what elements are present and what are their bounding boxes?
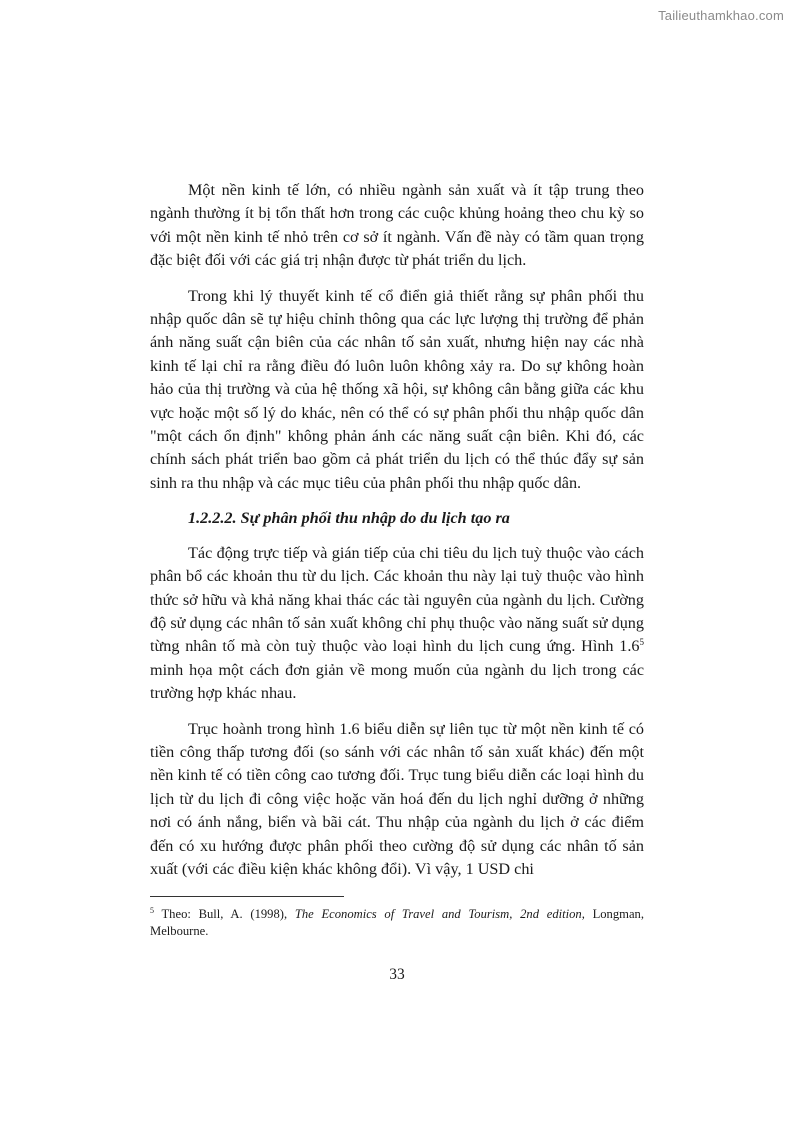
paragraph-2: Trong khi lý thuyết kinh tế cổ điển giả thiết rằng sự phân phối thu nhập quốc dân sẽ tự hiệu chỉnh thông qua các lực lượng thị trường để phản ánh năng suất cận biên của các nhân tố sản xuất, nhưng hiện nay các nhà kinh tế lại chỉ ra rằng điều đó luôn luôn không xảy ra. Do sự không hoàn hảo của thị trường và của hệ thống xã hội, sự không cân bằng giữa các khu vực hoặc một số lý do khác, nên có thể có sự phân phối thu nhập quốc dân "một cách ổn định" không phản ánh các năng suất cận biên. Khi đó, các chính sách phát triển bao gồm cả phát triển du lịch có thể thúc đẩy sự sản sinh ra thu nhập và các mục tiêu của phân phối thu nhập quốc dân. xyxy=(150,286,644,492)
footnote-book-title: The Economics of Travel and Tourism, 2nd edition, xyxy=(294,907,585,921)
page-body xyxy=(150,179,644,893)
page-number: 33 xyxy=(389,966,405,983)
footnote-marker: 5 xyxy=(150,906,154,915)
paragraph-1: Một nền kinh tế lớn, có nhiều ngành sản xuất và ít tập trung theo ngành thường ít bị tổn thất hơn trong các cuộc khủng hoảng theo chu kỳ so với một nền kinh tế nhỏ trên cơ sở ít ngành. Vấn đề này có tầm quan trọng đặc biệt đối với các giá trị nhận được từ phát triển du lịch. xyxy=(150,181,644,270)
section-heading: 1.2.2.2. Sự phân phối thu nhập do du lịch tạo ra xyxy=(188,509,510,528)
paragraph-4: Trục hoành trong hình 1.6 biểu diễn sự liên tục từ một nền kinh tế có tiền công thấp tương đối (so sánh với các nhân tố sản xuất khác) đến một nền kinh tế có tiền công cao tương đối. Trục tung biểu diễn các loại hình du lịch từ du lịch đi công việc hoặc văn hoá đến du lịch nghỉ dưỡng ở những nơi có ánh nắng, biển và bãi cát. Thu nhập của ngành du lịch ở các điểm đến có xu hướng được phân phối theo cường độ sử dụng các nhân tố sản xuất (với các điều kiện khác không đổi). Vì vậy, 1 USD chi xyxy=(150,719,644,878)
footnote-text-before: Theo: Bull, A. (1998), xyxy=(154,907,295,921)
footnote-text-after: Longman, Melbourne. xyxy=(150,907,644,938)
paragraph-3 xyxy=(150,542,644,706)
watermark: Tailieuthamkhao.com xyxy=(658,8,784,23)
paragraph-3-text-before: Tác động trực tiếp và gián tiếp của chi tiêu du lịch tuỳ thuộc vào cách phân bổ các khoản thu từ du lịch. Các khoản thu này lại tuỳ thuộc vào hình thức sở hữu và khả năng khai thác các tài nguyên của ngành du lịch. Cường độ sử dụng các nhân tố sản xuất không chỉ phụ thuộc vào năng suất sử dụng từng nhân tố mà còn tuỳ thuộc vào loại hình du lịch cung ứng. Hình 1.6 xyxy=(150,543,644,656)
footnote-divider xyxy=(150,896,344,897)
footnote-reference: 5 xyxy=(639,637,644,648)
paragraph-3-text-after: minh họa một cách đơn giản về mong muốn của ngành du lịch trong các trường hợp khác nhau. xyxy=(150,660,644,703)
footnote xyxy=(150,906,644,939)
